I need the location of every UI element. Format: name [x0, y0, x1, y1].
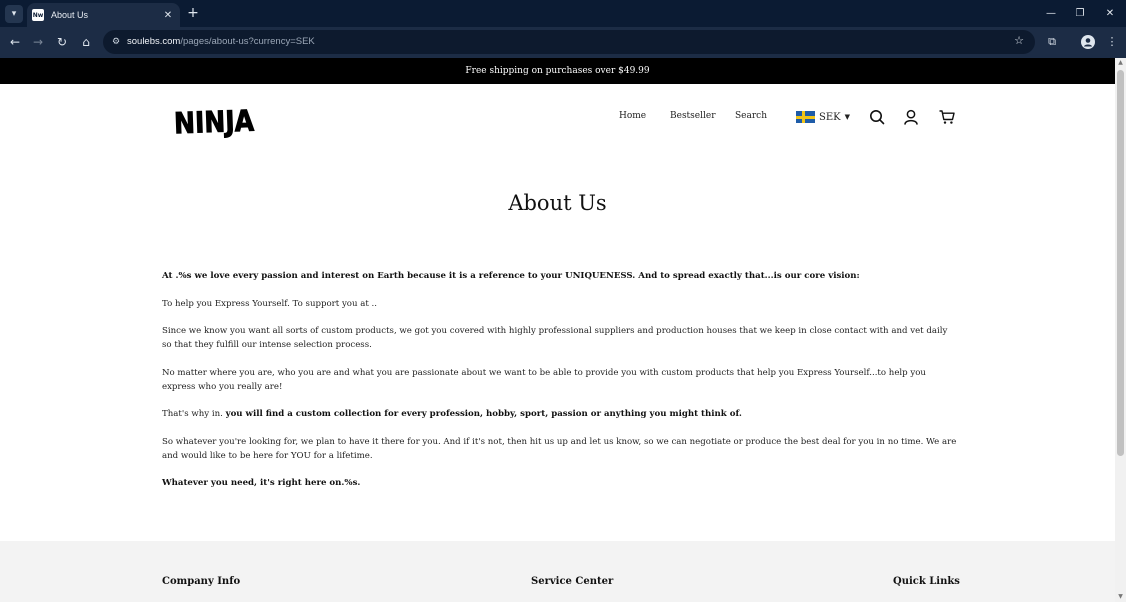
paragraph-collection: [162, 407, 957, 421]
url-text[interactable]: [127, 36, 315, 47]
profile-icon[interactable]: [1081, 35, 1095, 49]
nav-home[interactable]: Home: [619, 111, 647, 121]
announcement-text: Free shipping on purchases over $49.99: [465, 66, 650, 76]
tab-title: About Us: [51, 10, 89, 20]
close-icon[interactable]: ✕: [163, 9, 173, 21]
url-host: soulebs.com: [127, 36, 181, 47]
logo-text: NINJA: [173, 103, 268, 141]
minimize-icon[interactable]: —: [1046, 7, 1056, 19]
bookmark-star-icon[interactable]: ☆: [1014, 34, 1024, 47]
nav-bestseller[interactable]: Bestseller: [670, 111, 716, 121]
sweden-flag-icon: [796, 111, 815, 123]
cart-icon[interactable]: [938, 108, 956, 126]
collection-lead: That's why in.: [162, 409, 226, 419]
scroll-up-arrow-icon[interactable]: ▲: [1118, 59, 1123, 66]
paragraph-mission: To help you Express Yourself. To support you at ..: [162, 298, 378, 309]
paragraph-closing: Whatever you need, it's right here on.%s.: [162, 478, 361, 488]
footer-heading-service-center: Service Center: [531, 576, 614, 587]
back-icon[interactable]: ←: [9, 35, 21, 49]
address-bar[interactable]: [103, 30, 1035, 54]
web-page: [0, 58, 1115, 602]
footer-heading-company-info: Company Info: [162, 576, 241, 587]
url-path: /pages/about-us?currency=SEK: [180, 36, 315, 47]
extensions-icon[interactable]: ⧉: [1048, 35, 1056, 48]
page-title: About Us: [508, 191, 607, 215]
scroll-down-arrow-icon[interactable]: ▼: [1118, 593, 1123, 600]
nav-search[interactable]: Search: [735, 111, 767, 121]
currency-code: SEK: [819, 111, 841, 123]
browser-menu-icon[interactable]: ⋮: [1106, 35, 1118, 48]
footer: [0, 541, 1115, 602]
footer-heading-quick-links: Quick Links: [893, 576, 960, 587]
window-close-icon[interactable]: ✕: [1105, 7, 1115, 19]
restore-icon[interactable]: ❐: [1075, 7, 1085, 19]
paragraph-vision: At .%s we love every passion and interest on Earth because it is a reference to your UNIQUENESS. And to spread exactly that...is our core vision:: [162, 271, 860, 281]
reload-icon[interactable]: ↻: [56, 35, 68, 49]
paragraph-suppliers: Since we know you want all sorts of custom products, we got you covered with highly professional suppliers and production houses that we keep in close contact with and vet daily so that they fulfill our intense selection process.: [162, 326, 948, 350]
account-icon[interactable]: [902, 108, 920, 126]
page-scrollbar[interactable]: [1115, 58, 1126, 602]
announcement-bar: [0, 58, 1115, 84]
ninja-logo[interactable]: [173, 102, 268, 141]
browser-tabstrip: [0, 0, 1126, 27]
search-icon[interactable]: [868, 108, 886, 126]
about-content: [162, 269, 957, 504]
favicon-icon: Nw: [32, 9, 44, 21]
chevron-down-icon[interactable]: ▾: [5, 5, 23, 23]
paragraph-lifetime: So whatever you're looking for, we plan to have it there for you. And if it's not, then hit us up and let us know, so we can negotiate or produce the best deal for you in no time. We are and would like to be here for YOU for a lifetime.: [162, 436, 957, 461]
forward-icon[interactable]: →: [32, 35, 44, 49]
home-icon[interactable]: ⌂: [82, 35, 90, 49]
caret-down-icon: ▼: [844, 113, 851, 121]
scrollbar-thumb[interactable]: [1117, 70, 1124, 456]
currency-selector[interactable]: [796, 111, 850, 123]
paragraph-provide: No matter where you are, who you are and what you are passionate about we want to be able to provide you with custom products that help you Express Yourself...to help you express who you really are!: [162, 367, 926, 392]
site-info-icon[interactable]: ⚙: [111, 37, 121, 47]
browser-tab[interactable]: [27, 3, 180, 27]
collection-highlight: you will find a custom collection for every profession, hobby, sport, passion or anything you might think of.: [225, 409, 742, 419]
new-tab-icon[interactable]: +: [187, 5, 199, 21]
browser-toolbar: [0, 27, 1126, 58]
